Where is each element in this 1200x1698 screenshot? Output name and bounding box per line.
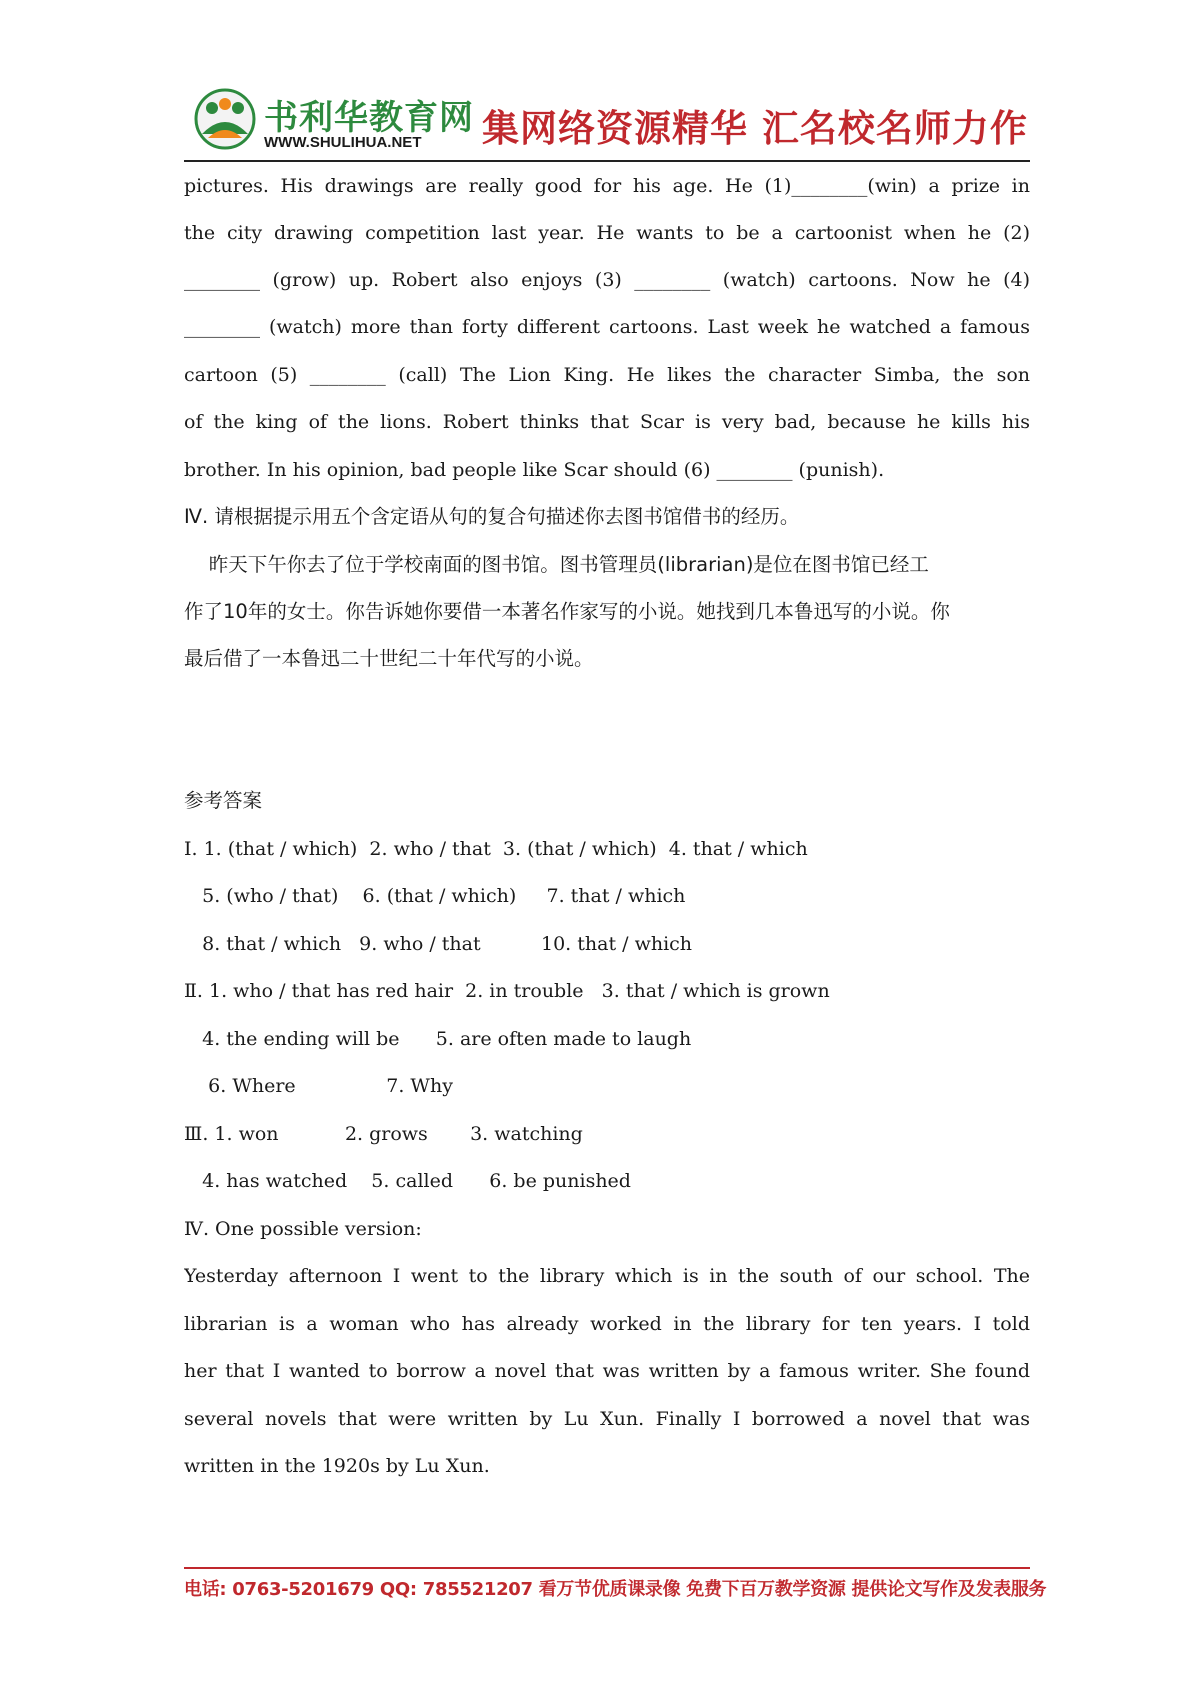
header-slogan: 集网络资源精华 汇名校名师力作 [482, 107, 1028, 150]
model-essay-line: librarian is a woman who has already worked in the library for ten years. I told [184, 1313, 1030, 1335]
header-divider [184, 160, 1030, 162]
answer-line: 8. that / which 9. who / that 10. that / which [184, 933, 693, 955]
answer-line: 5. (who / that) 6. (that / which) 7. that / which [184, 885, 686, 907]
answer-line: 4. has watched 5. called 6. be punished [184, 1170, 631, 1192]
answer-line: Ⅱ. 1. who / that has red hair 2. in trouble 3. that / which is grown [184, 980, 830, 1002]
model-essay-line: several novels that were written by Lu Xun. Finally I borrowed a novel that was [184, 1408, 1030, 1430]
footer-divider [184, 1567, 1030, 1569]
paragraph-line: ________ (grow) up. Robert also enjoys (3) ________ (watch) cartoons. Now he (4) [184, 269, 1030, 291]
section-4-title: Ⅳ. 请根据提示用五个含定语从句的复合句描述你去图书馆借书的经历。 [184, 505, 800, 528]
people-circle-logo-icon [194, 88, 256, 150]
model-essay-line: written in the 1920s by Lu Xun. [184, 1455, 490, 1477]
answer-line: Ⅰ. 1. (that / which) 2. who / that 3. (that / which) 4. that / which [184, 838, 808, 860]
paragraph-line: the city drawing competition last year. He wants to be a cartoonist when he (2) [184, 222, 1030, 244]
answer-line: 4. the ending will be 5. are often made to laugh [184, 1028, 692, 1050]
section-4-prompt-line: 昨天下午你去了位于学校南面的图书馆。图书管理员(librarian)是位在图书馆已经工 [184, 553, 929, 576]
paragraph-line: ________ (watch) more than forty different cartoons. Last week he watched a famous [184, 316, 1030, 338]
answer-line: Ⅲ. 1. won 2. grows 3. watching [184, 1123, 583, 1145]
footer-contact: 电话: 0763-5201679 QQ: 785521207 看万节优质课录像 免费下百万教学资源 提供论文写作及发表服务 [184, 1579, 1047, 1600]
section-4-prompt-line: 作了10年的女士。你告诉她你要借一本著名作家写的小说。她找到几本鲁迅写的小说。你 [184, 600, 950, 623]
model-essay-line: her that I wanted to borrow a novel that was written by a famous writer. She found [184, 1360, 1030, 1382]
page-header [184, 86, 1030, 156]
answer-line: Ⅳ. One possible version: [184, 1218, 422, 1240]
answers-heading: 参考答案 [184, 789, 263, 812]
paragraph-line: cartoon (5) ________ (call) The Lion King. He likes the character Simba, the son [184, 364, 1030, 386]
logo-title: 书利华教育网 [264, 98, 474, 138]
answer-line: 6. Where 7. Why [184, 1075, 453, 1097]
paragraph-line: pictures. His drawings are really good for his age. He (1)________(win) a prize in [184, 175, 1030, 197]
logo-url: WWW.SHULIHUA.NET [264, 134, 422, 151]
model-essay-line: Yesterday afternoon I went to the library which is in the south of our school. The [184, 1265, 1030, 1287]
section-4-prompt-line: 最后借了一本鲁迅二十世纪二十年代写的小说。 [184, 647, 594, 670]
paragraph-line: of the king of the lions. Robert thinks that Scar is very bad, because he kills his [184, 411, 1030, 433]
paragraph-line: brother. In his opinion, bad people like Scar should (6) ________ (punish). [184, 459, 885, 481]
